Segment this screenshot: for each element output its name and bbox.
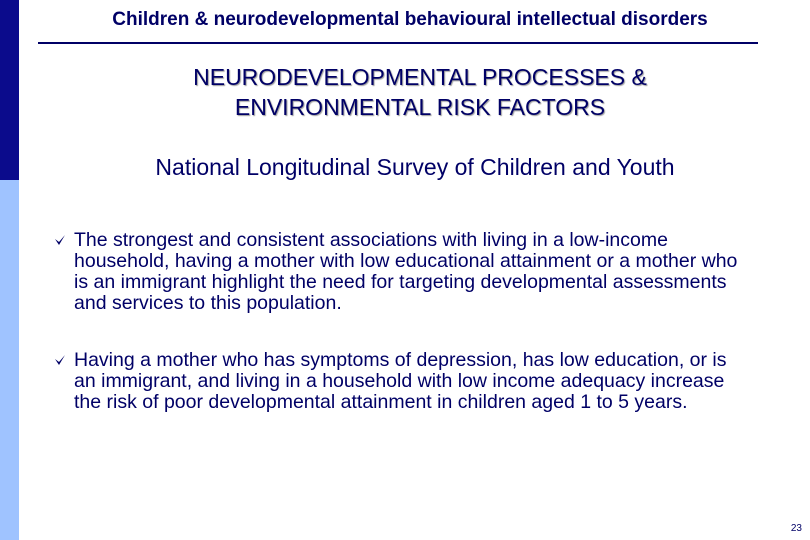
header-divider bbox=[38, 42, 758, 44]
checkmark-bullet-icon bbox=[54, 234, 66, 246]
slide-title-line-1: NEURODEVELOPMENTAL PROCESSES & bbox=[193, 64, 647, 90]
bullet-text: The strongest and consistent associations with living in a low-income household, having a mother with low educational attainment or a mother who is an immigrant highlight the need for targeting developmental assessments and services to this population. bbox=[74, 229, 738, 314]
accent-bar-light bbox=[0, 180, 19, 540]
bullet-item bbox=[50, 350, 750, 413]
slide-subtitle: National Longitudinal Survey of Children and Youth bbox=[155, 154, 675, 180]
checkmark-bullet-icon bbox=[54, 354, 66, 366]
header-title: Children & neurodevelopmental behavioural intellectual disorders bbox=[112, 9, 708, 30]
bullet-item bbox=[50, 230, 750, 314]
slide-title-line-2: ENVIRONMENTAL RISK FACTORS bbox=[234, 94, 606, 120]
bullet-list bbox=[50, 230, 750, 449]
page-number: 23 bbox=[790, 523, 802, 534]
slide-title bbox=[30, 62, 810, 122]
bullet-text: Having a mother who has symptoms of depression, has low education, or is an immigrant, and living in a household with low income adequacy increase the risk of poor developmental attainment in children aged 1 to 5 years. bbox=[74, 349, 727, 413]
accent-bar-dark bbox=[0, 0, 19, 180]
